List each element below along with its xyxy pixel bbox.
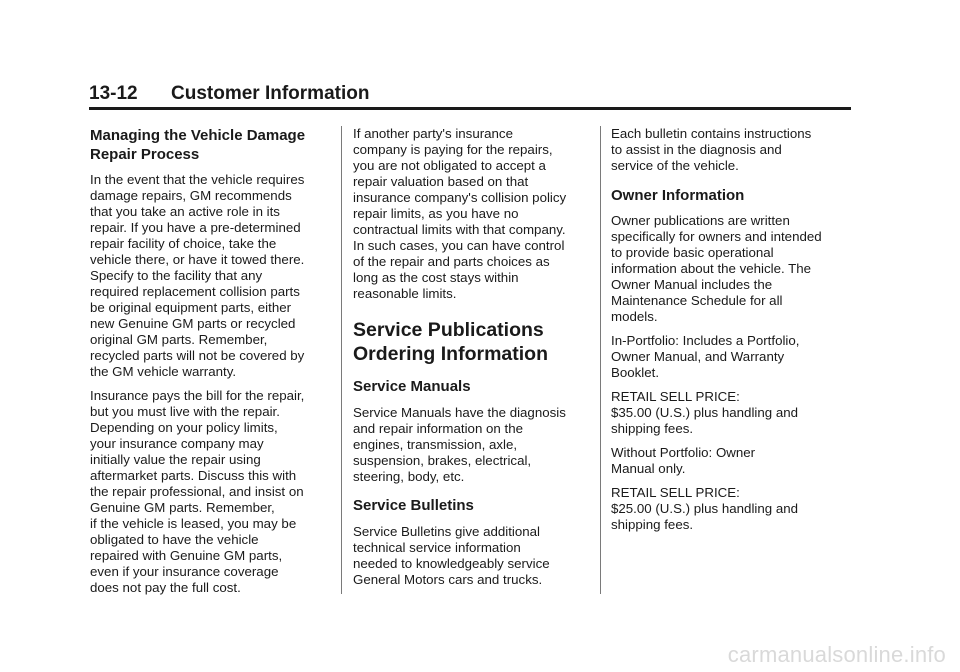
owner-paragraph-4: Without Portfolio: Owner Manual only. xyxy=(611,445,756,476)
service-manuals-heading: Service Manuals xyxy=(353,378,471,395)
watermark: carmanualsonline.info xyxy=(727,642,946,667)
column-divider-2 xyxy=(600,126,601,594)
owner-paragraph-1: Owner publications are written specifically for owners and intended to provide basic operational information about the vehicle. The Owner Manual includes the Maintenance Schedule for all models. xyxy=(611,213,822,324)
owner-paragraph-5: RETAIL SELL PRICE: $25.00 (U.S.) plus handling and shipping fees. xyxy=(611,485,799,532)
service-publications-heading: Service Publications Ordering Information xyxy=(353,319,548,365)
page-number: 13-12 xyxy=(89,83,138,104)
page-header xyxy=(89,80,851,110)
insurance-paragraph: If another party's insurance company is paying for the repairs, you are not obligated to accept a repair valuation based on that insurance company's collision policy repair limits, as you have no contractual limits with that company. In such cases, you can have control of the repair and parts choices as long as the cost stays within reasonable limits. xyxy=(353,126,567,301)
service-bulletins-text: Service Bulletins give additional technical service information needed to knowledgeably service General Motors cars and trucks. xyxy=(353,524,550,587)
owner-information-heading: Owner Information xyxy=(611,187,745,204)
bulletin-continued-text: Each bulletin contains instructions to assist in the diagnosis and service of the vehicle. xyxy=(611,126,812,173)
column-right xyxy=(611,126,857,541)
service-manuals-text: Service Manuals have the diagnosis and repair information on the engines, transmission, axle, suspension, brakes, electrical, steering, body, etc. xyxy=(353,405,566,484)
section-title: Customer Information xyxy=(171,83,370,104)
column-middle xyxy=(353,126,599,596)
damage-repair-paragraph-1: In the event that the vehicle requires damage repairs, GM recommends that you take an active role in its repair. If you have a pre-determined repair facility of choice, take the vehicle there, or have it towed there. Specify to the facility that any required replacement collision parts be original equipment parts, either new Genuine GM parts or recycled original GM parts. Remember, recycled parts will not be covered by the GM vehicle warranty. xyxy=(90,172,305,379)
column-divider-1 xyxy=(341,126,342,594)
owner-paragraph-3: RETAIL SELL PRICE: $35.00 (U.S.) plus handling and shipping fees. xyxy=(611,389,799,436)
column-left xyxy=(90,126,336,604)
damage-repair-heading: Managing the Vehicle Damage Repair Process xyxy=(90,127,306,163)
owner-paragraph-2: In-Portfolio: Includes a Portfolio, Owner Manual, and Warranty Booklet. xyxy=(611,333,800,380)
service-bulletins-heading: Service Bulletins xyxy=(353,497,474,514)
damage-repair-paragraph-2: Insurance pays the bill for the repair, but you must live with the repair. Depending on your policy limits, your insurance company may initially value the repair using aftermarket parts. Discuss this with the repair professional, and insist on Genuine GM parts. Remember, if the vehicle is leased, you may be obligated to have the vehicle repaired with Genuine GM parts, even if your insurance coverage does not pay the full cost. xyxy=(90,388,305,595)
